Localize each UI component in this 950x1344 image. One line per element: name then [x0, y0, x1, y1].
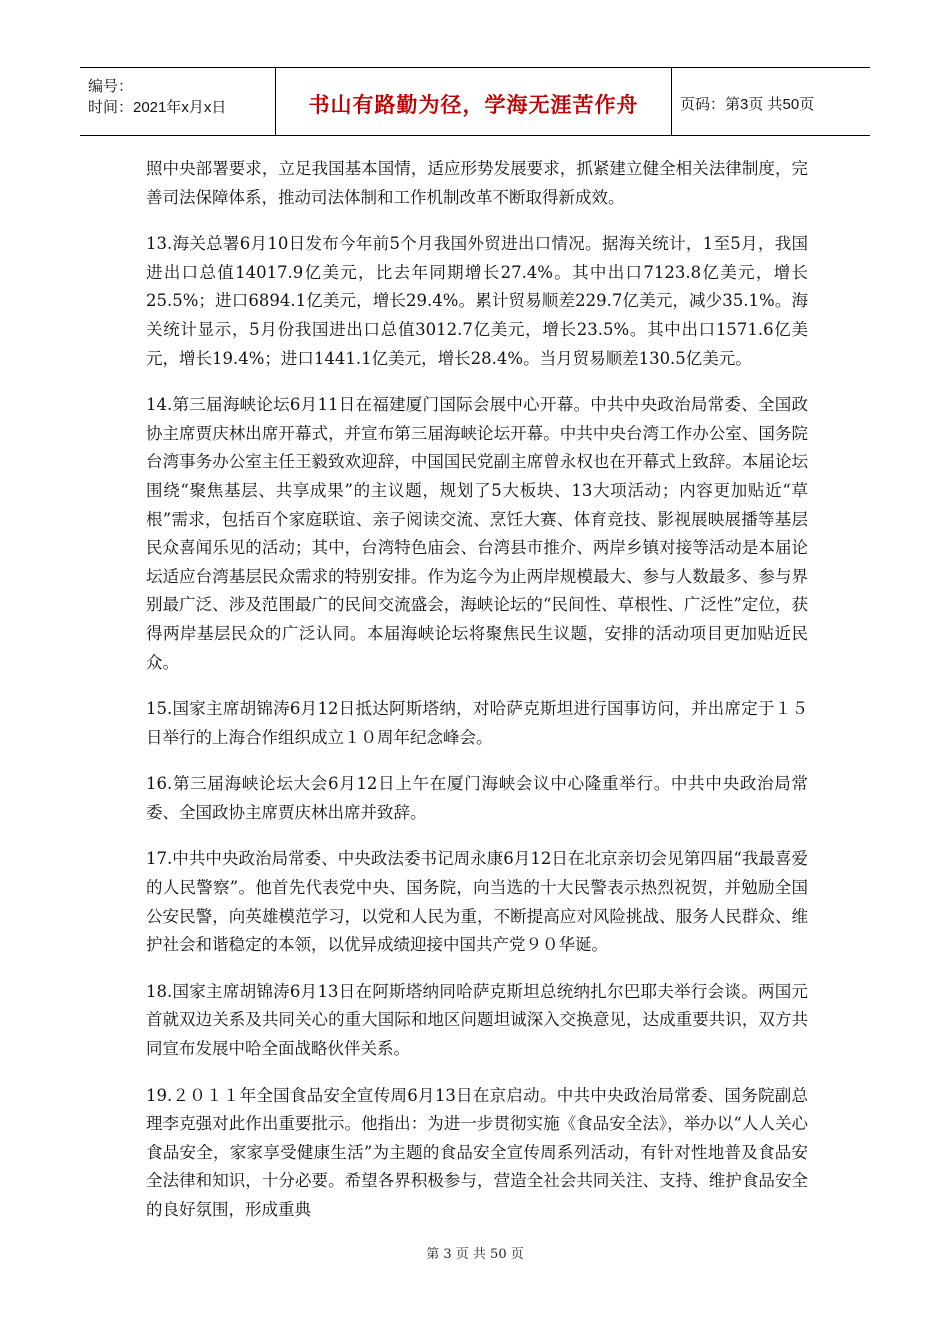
page-header — [80, 67, 870, 136]
document-time-label: 时间：2021年x月x日 — [88, 99, 227, 116]
paragraph: 15.国家主席胡锦涛6月12日抵达阿斯塔纳，对哈萨克斯坦进行国事访问，并出席定于１５日举行的上海合作组织成立１０周年纪念峰会。 — [146, 699, 808, 747]
paragraph: 14.第三届海峡论坛6月11日在福建厦门国际会展中心开幕。中共中央政治局常委、全国政协主席贾庆林出席开幕式，并宣布第三届海峡论坛开幕。中共中央台湾工作办公室、国务院台湾事务办公室主任王毅致欢迎辞，中国国民党副主席曾永权也在开幕式上致辞。本届论坛围绕“聚焦基层、共享成果”的主议题，规划了5大板块、13大项活动；内容更加贴近“草根”需求，包括百个家庭联谊、亲子阅读交流、烹饪大赛、体育竞技、影视展映展播等基层民众喜闻乐见的活动；其中，台湾特色庙会、台湾县市推介、两岸乡镇对接等活动是本届论坛适应台湾基层民众需求的特别安排。作为迄今为止两岸规模最大、参与人数最多、参与界别最广泛、涉及范围最广的民间交流盛会，海峡论坛的“民间性、草根性、广泛性”定位，获得两岸基层民众的广泛认同。本届海峡论坛将聚焦民生议题，安排的活动项目更加贴近民众。 — [146, 395, 808, 672]
paragraph: 17.中共中央政治局常委、中央政法委书记周永康6月12日在北京亲切会见第四届“我最喜爱的人民警察”。他首先代表党中央、国务院，向当选的十大民警表示热烈祝贺，并勉励全国公安民警，向英雄模范学习，以党和人民为重，不断提高应对风险挑战、服务人民群众、维护社会和谐稳定的本领，以优异成绩迎接中国共产党９０华诞。 — [146, 849, 808, 955]
document-number-label: 编号： — [88, 78, 134, 95]
paragraph: 13.海关总署6月10日发布今年前5个月我国外贸进出口情况。据海关统计，1至5月，我国进出口总值14017.9亿美元，比去年同期增长27.4%。其中出口7123.8亿美元，增长25.5%；进口6894.1亿美元，增长29.4%。累计贸易顺差229.7亿美元，减少35.1%。海关统计显示，5月份我国进出口总值3012.7亿美元，增长23.5%。其中出口1571.6亿美元，增长19.4%；进口1441.1亿美元，增长28.4%。当月贸易顺差130.5亿美元。 — [146, 234, 808, 368]
page-footer: 第 3 页 共 50 页 — [426, 1247, 524, 1262]
paragraph: 16.第三届海峡论坛大会6月12日上午在厦门海峡会议中心隆重举行。中共中央政治局常委、全国政协主席贾庆林出席并致辞。 — [146, 774, 808, 822]
document-body — [146, 155, 808, 1243]
header-motto: 书山有路勤为径，学海无涯苦作舟 — [276, 68, 672, 135]
paragraph: 19.２０１１年全国食品安全宣传周6月13日在京启动。中共中央政治局常委、国务院副总理李克强对此作出重要批示。他指出：为进一步贯彻实施《食品安全法》，举办以“人人关心食品安全，家家享受健康生活”为主题的食品安全宣传周系列活动，有针对性地普及食品安全法律和知识，十分必要。希望各界积极参与，营造全社会共同关注、支持、维护食品安全的良好氛围，形成重典 — [146, 1085, 808, 1219]
paragraph: 照中央部署要求，立足我国基本国情，适应形势发展要求，抓紧建立健全相关法律制度，完善司法保障体系，推动司法体制和工作机制改革不断取得新成效。 — [146, 159, 808, 207]
header-page-info: 页码：第3页 共50页 — [680, 96, 815, 113]
header-meta — [80, 68, 276, 135]
paragraph: 18.国家主席胡锦涛6月13日在阿斯塔纳同哈萨克斯坦总统纳扎尔巴耶夫举行会谈。两国元首就双边关系及共同关心的重大国际和地区问题坦诚深入交换意见，达成重要共识，双方共同宣布发展中哈全面战略伙伴关系。 — [146, 981, 808, 1059]
